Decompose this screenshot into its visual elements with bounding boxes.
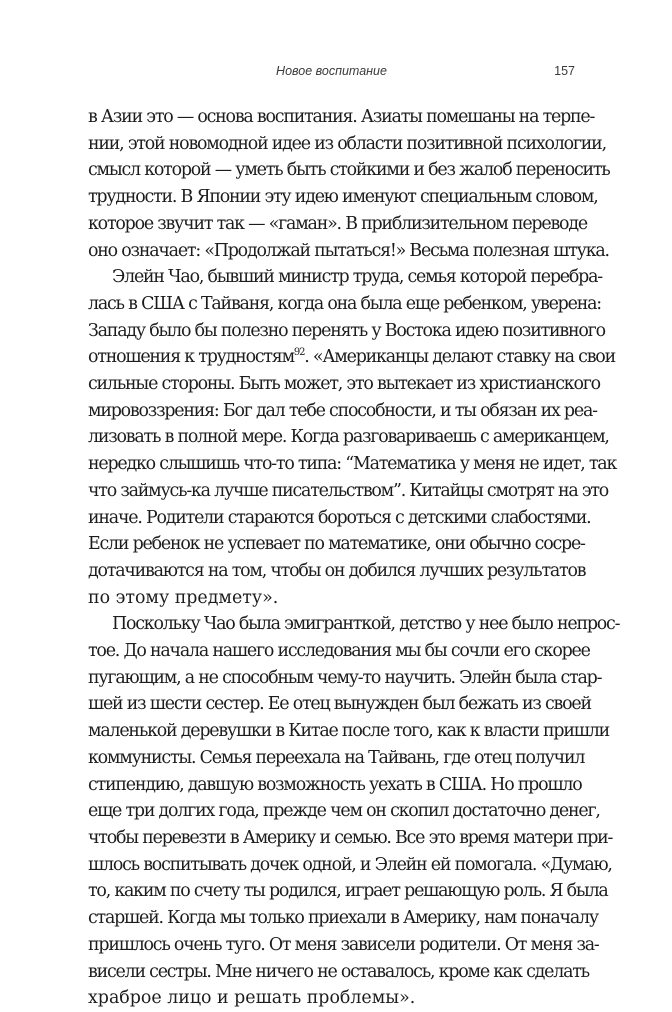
- text-line: тое. До начала нашего исследования мы бы сочли его скорее: [88, 641, 590, 662]
- text-line: шлось воспитывать дочек одной, и Элейн ей помогала. «Думаю,: [88, 854, 612, 875]
- paragraph-3: [88, 611, 620, 1012]
- text-line: Элейн Чао, бывший министр труда, семья которой перебра-: [112, 267, 602, 288]
- text-line: то, каким по счету ты родился, играет решающую роль. Я была: [88, 881, 608, 902]
- text-line: чтобы перевезти в Америку и семью. Все это время матери при-: [88, 827, 613, 848]
- paragraph-1: [88, 104, 610, 264]
- text-line: храброе лицо и решать проблемы».: [88, 988, 416, 1009]
- text-line: висели сестры. Мне ничего не оставалось, кроме как сделать: [88, 961, 589, 982]
- text-line: трудности. В Японии эту идею именуют специальным словом,: [88, 187, 598, 208]
- running-title: Новое воспитание: [276, 64, 387, 78]
- page-number: 157: [554, 64, 575, 78]
- text-line: Если ребенок не успевает по математике, они обычно сосре-: [88, 534, 585, 555]
- footnote-reference[interactable]: 92: [293, 347, 305, 359]
- text-line: лизовать в полной мере. Когда разговариваешь с американцем,: [88, 427, 609, 448]
- text-line: стипендию, давшую возможность уехать в США. Но прошло: [88, 774, 582, 795]
- text-line: смысл которой — уметь быть стойкими и без жалоб переносить: [88, 160, 610, 181]
- running-header: [88, 64, 575, 84]
- text-line: мировоззрения: Бог дал тебе способности, и ты обязан их реа-: [88, 400, 597, 421]
- text-line: Поскольку Чао была эмигранткой, детство у нее было непрос-: [112, 614, 620, 635]
- body-text: [88, 104, 620, 1012]
- text-line: иначе. Родители стараются бороться с детскими слабостями.: [88, 507, 591, 528]
- text-line: которое звучит так — «гаман». В приблизительном переводе: [88, 213, 587, 234]
- text-line-with-footnote: отношения к трудностям$^{92}$. «Американцы делают ставку на свои: [88, 347, 615, 368]
- text-line: лась в США с Тайваня, когда она была еще ребенком, уверена:: [88, 293, 601, 314]
- text-line: пришлось очень туго. От меня зависели родители. От меня за-: [88, 934, 599, 955]
- text-fragment: «Американцы делают ставку на свои: [312, 347, 615, 368]
- text-line: еще три долгих года, прежде чем он скопил достаточно денег,: [88, 801, 600, 822]
- text-line: Западу было бы полезно перенять у Востока идею позитивного: [88, 320, 605, 341]
- text-line: сильные стороны. Быть может, это вытекает из христианского: [88, 374, 600, 395]
- text-line: нередко слышишь что-то типа: “Математика у меня не идет, так: [88, 454, 617, 475]
- text-line: по этому предмету».: [88, 587, 279, 608]
- text-line: что займусь-ка лучше писательством”. Китайцы смотрят на это: [88, 480, 609, 501]
- text-line: старшей. Когда мы только приехали в Америку, нам поначалу: [88, 908, 598, 929]
- text-fragment: отношения к трудностям: [88, 347, 294, 368]
- text-line: в Азии это — основа воспитания. Азиаты помешаны на терпе-: [88, 107, 595, 127]
- text-line: маленькой деревушки в Китае после того, как к власти пришли: [88, 721, 609, 742]
- paragraph-2: [88, 264, 617, 611]
- text-line: шей из шести сестер. Ее отец вынужден был бежать из своей: [88, 694, 591, 715]
- text-line: коммунисты. Семья переехала на Тайвань, где отец получил: [88, 747, 585, 768]
- text-line: нии, этой новомодной идее из области позитивной психологии,: [88, 133, 606, 154]
- text-line: пугающим, а не способным чему-то научить. Элейн была стар-: [88, 667, 602, 688]
- text-line: дотачиваются на том, чтобы он добился лучших результатов: [88, 560, 586, 581]
- text-line: оно означает: «Продолжай пытаться!» Весьма полезная штука.: [88, 240, 609, 261]
